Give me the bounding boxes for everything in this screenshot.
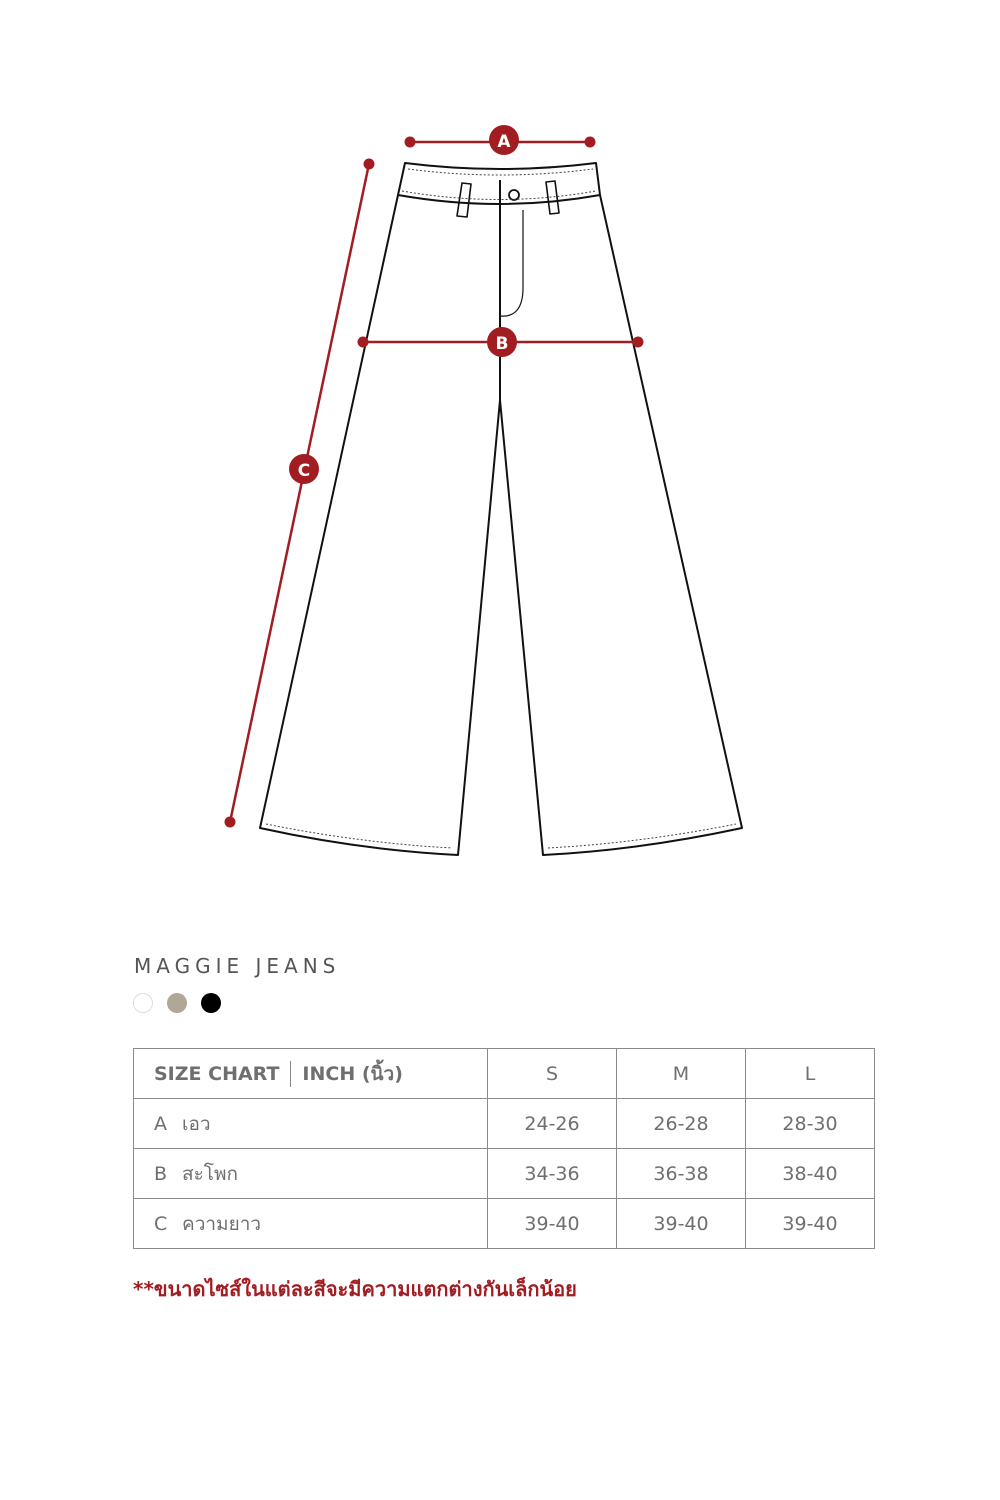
size-header-m: M	[617, 1049, 746, 1099]
value-cell: 39-40	[617, 1199, 746, 1249]
value-cell: 26-28	[617, 1099, 746, 1149]
value-cell: 39-40	[488, 1199, 617, 1249]
value-cell: 28-30	[746, 1099, 875, 1149]
size-header-s: S	[488, 1049, 617, 1099]
value-cell: 36-38	[617, 1149, 746, 1199]
table-row	[134, 1199, 875, 1249]
left-leg	[260, 195, 500, 855]
measure-a	[405, 125, 596, 155]
row-key: C	[154, 1212, 168, 1235]
measure-c	[225, 159, 375, 828]
table-header-row	[134, 1049, 875, 1099]
size-chart-title: SIZE CHART	[154, 1062, 280, 1085]
row-label	[134, 1199, 488, 1249]
value-cell: 24-26	[488, 1099, 617, 1149]
value-cell: 34-36	[488, 1149, 617, 1199]
size-chart-table	[133, 1048, 875, 1249]
row-label	[134, 1149, 488, 1199]
beige-swatch[interactable]	[167, 993, 187, 1013]
size-header-l: L	[746, 1049, 875, 1099]
row-label	[134, 1099, 488, 1149]
row-key: B	[154, 1162, 168, 1185]
unit-label: INCH (นิ้ว)	[302, 1062, 403, 1085]
product-name: MAGGIE JEANS	[134, 954, 341, 978]
black-swatch[interactable]	[201, 993, 221, 1013]
label-a: A	[497, 132, 511, 152]
color-swatches	[133, 993, 221, 1013]
value-cell: 38-40	[746, 1149, 875, 1199]
row-name: สะโพก	[182, 1162, 239, 1185]
measure-b	[358, 327, 644, 357]
white-swatch[interactable]	[133, 993, 153, 1013]
size-note: **ขนาดไซส์ในแต่ละสีจะมีความแตกต่างกันเล็กน้อย	[133, 1277, 577, 1301]
header-title-cell	[134, 1049, 488, 1099]
header-divider	[290, 1061, 291, 1087]
row-name: เอว	[182, 1112, 211, 1135]
row-name: ความยาว	[182, 1212, 262, 1235]
right-leg	[500, 195, 742, 855]
value-cell: 39-40	[746, 1199, 875, 1249]
pants-outline	[260, 163, 742, 855]
table-row	[134, 1149, 875, 1199]
table-row	[134, 1099, 875, 1149]
label-c: C	[297, 461, 311, 481]
row-key: A	[154, 1112, 167, 1135]
label-b: B	[495, 334, 509, 354]
